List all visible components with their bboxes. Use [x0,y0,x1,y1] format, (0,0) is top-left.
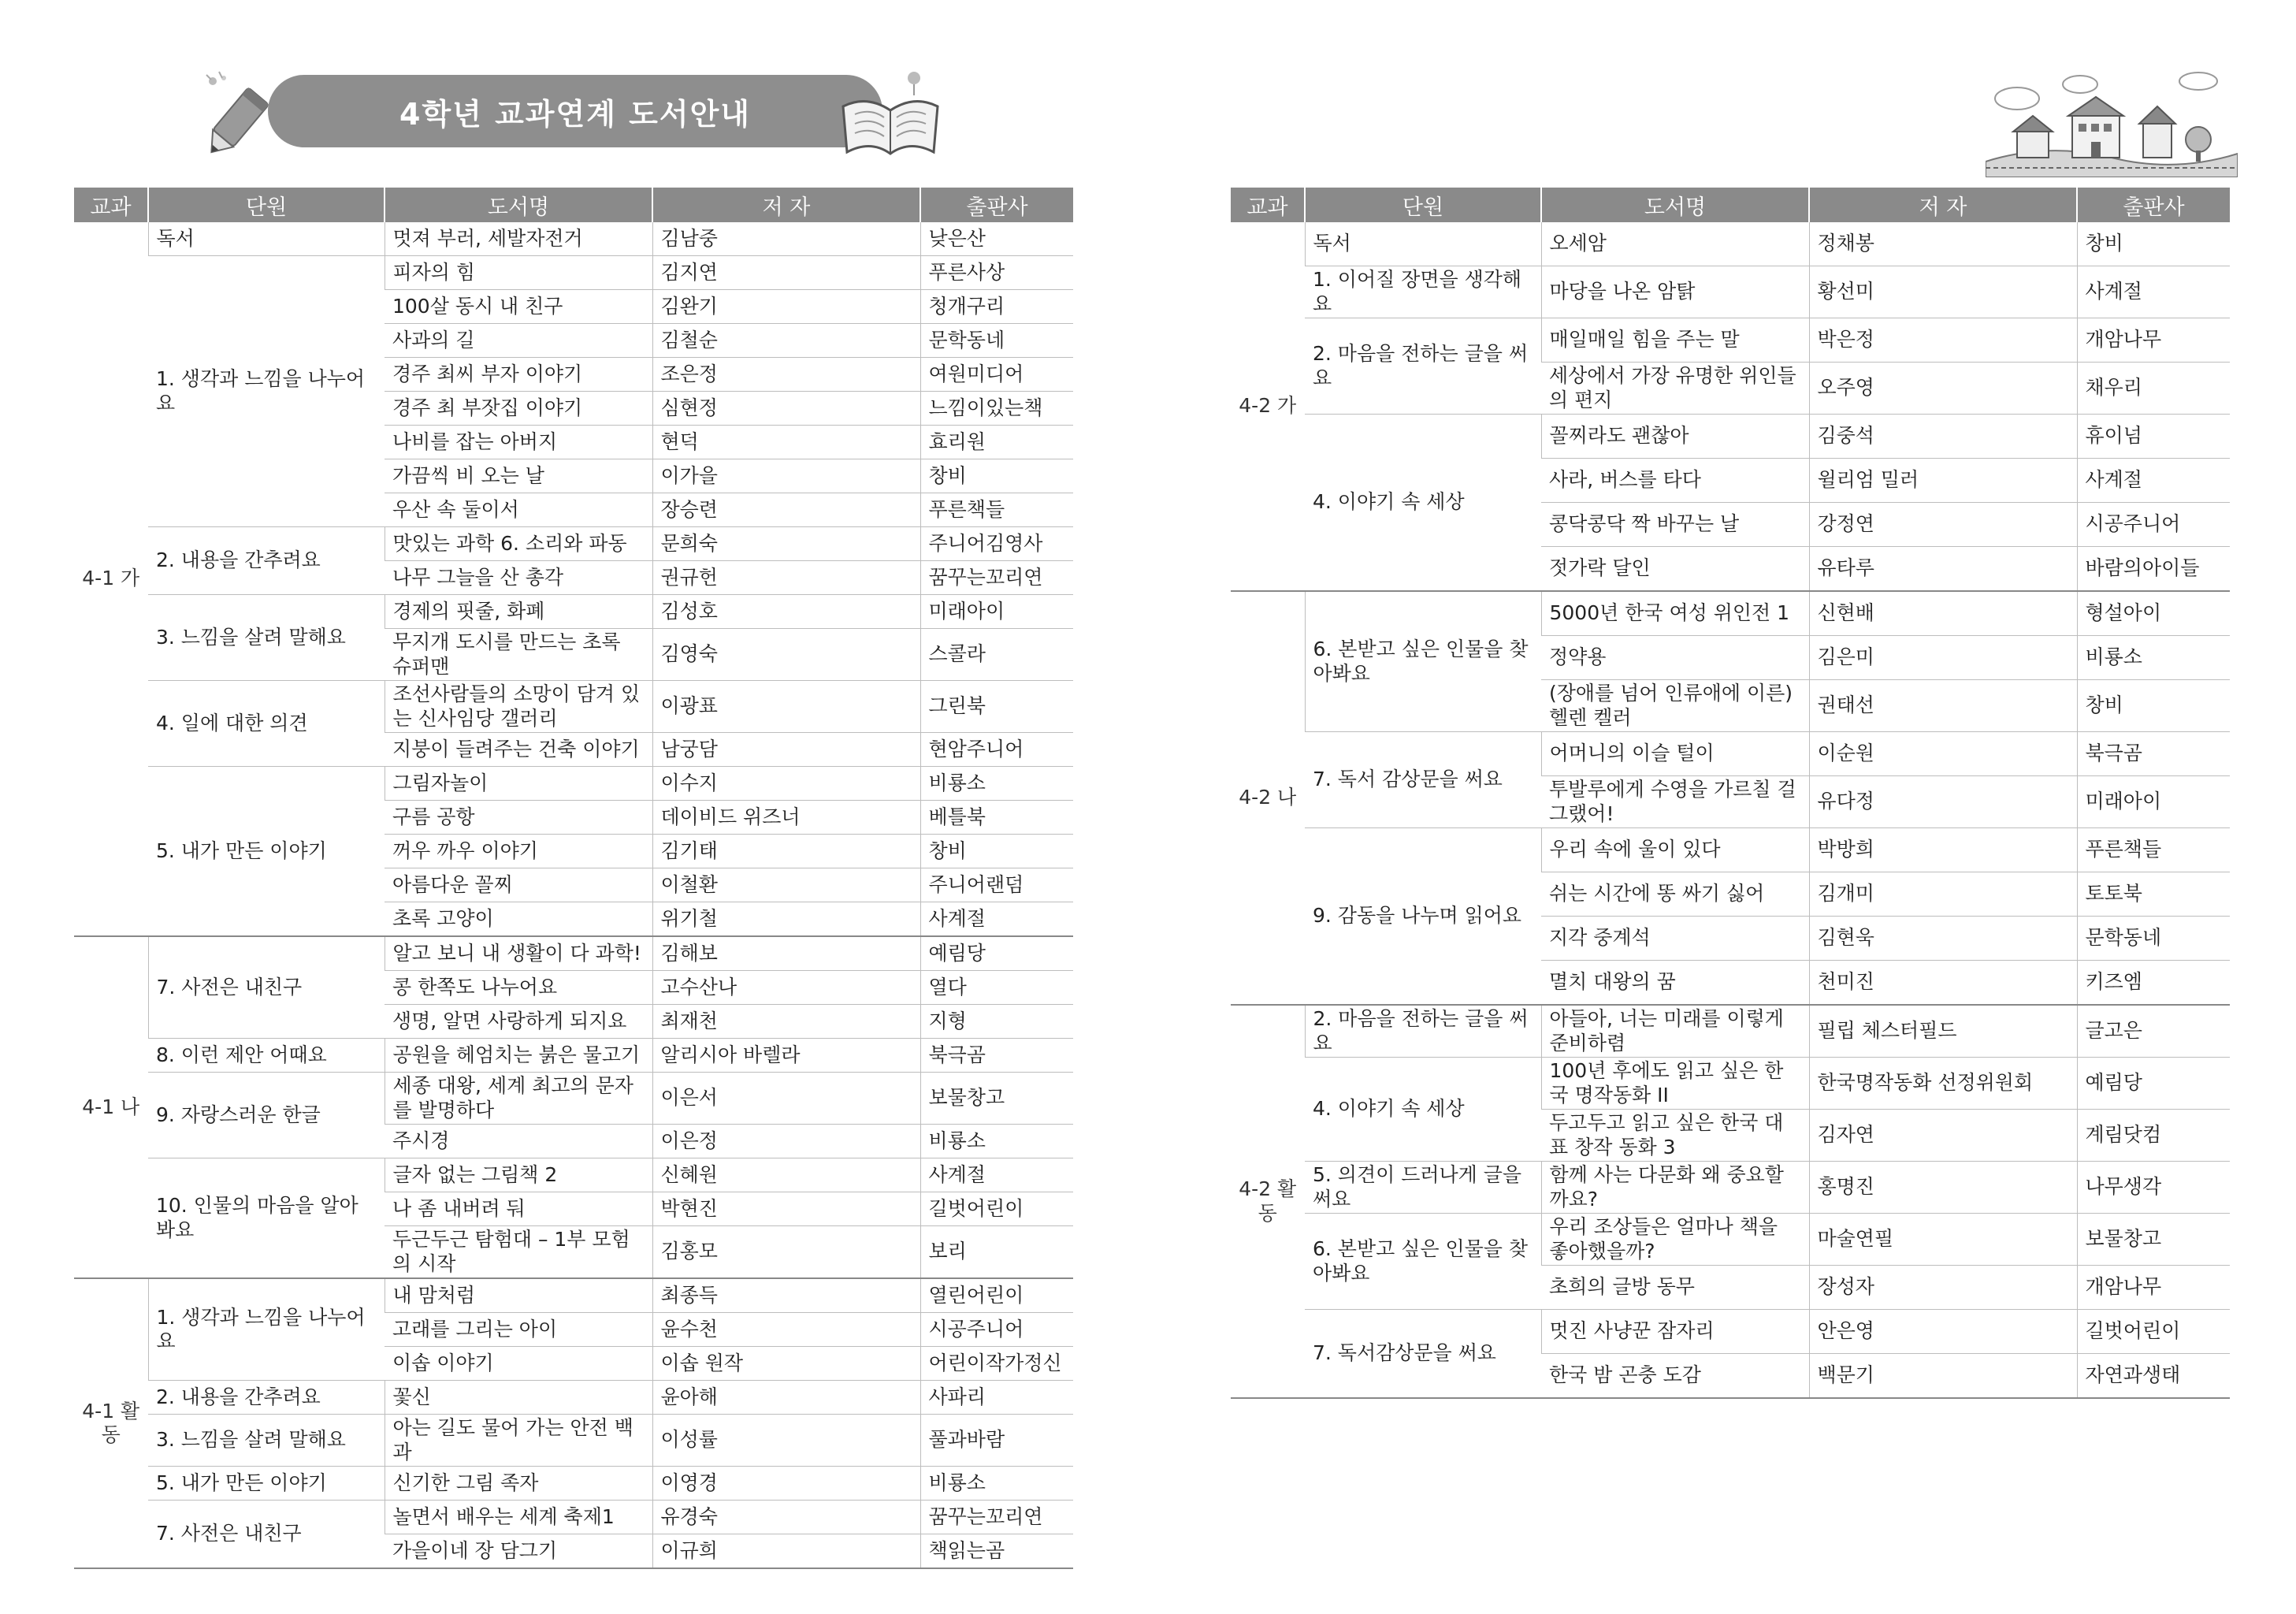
author-cell: 권태선 [1809,680,2077,732]
author-cell: 김남중 [652,222,920,256]
book-title-cell: 꺼우 까우 이야기 [385,835,652,868]
publisher-cell: 창비 [920,835,1073,868]
publisher-cell: 미래아이 [2077,776,2230,828]
author-cell: 이가을 [652,459,920,493]
book-title-cell: 경주 최씨 부자 이야기 [385,358,652,392]
publisher-cell: 스콜라 [920,629,1073,681]
table-row [74,1278,1073,1313]
author-cell: 김홍모 [652,1226,920,1279]
header-unit: 단원 [1305,188,1541,222]
book-title-cell: 마당을 나온 암탉 [1541,266,1809,318]
author-cell: 김해보 [652,936,920,971]
book-title-cell: 신기한 그림 족자 [385,1467,652,1501]
author-cell: 고수산나 [652,971,920,1005]
subject-cell: 4-1 가 [74,222,148,936]
author-cell: 이광표 [652,681,920,733]
author-cell: 김은미 [1809,636,2077,680]
table-row [1231,1005,2230,1058]
book-title-cell: 글자 없는 그림책 2 [385,1158,652,1192]
book-title-cell: 세상에서 가장 유명한 위인들의 편지 [1541,363,1809,415]
author-cell: 이은서 [652,1073,920,1125]
book-title-cell: 경주 최 부잣집 이야기 [385,392,652,426]
book-title-cell: 꽃신 [385,1381,652,1415]
publisher-cell: 비룡소 [920,767,1073,801]
book-title-cell: 우리 조상들은 얼마나 책을 좋아했을까? [1541,1214,1809,1266]
author-cell: 박은정 [1809,318,2077,363]
book-title-cell: 생명, 알면 사랑하게 되지요 [385,1005,652,1039]
book-title-cell: 100살 동시 내 친구 [385,290,652,324]
publisher-cell: 베틀북 [920,801,1073,835]
publisher-cell: 나무생각 [2077,1162,2230,1214]
book-title-cell: 고래를 그리는 아이 [385,1313,652,1347]
publisher-cell: 주니어김영사 [920,527,1073,561]
book-title-cell: 경제의 핏줄, 화폐 [385,595,652,629]
author-cell: 최종득 [652,1278,920,1313]
subject-cell: 4-2 활동 [1231,1005,1305,1398]
author-cell: 윤수천 [652,1313,920,1347]
unit-cell: 6. 본받고 싶은 인물을 찾아봐요 [1305,1214,1541,1310]
book-title-cell: 멋진 사냥꾼 잠자리 [1541,1310,1809,1354]
unit-cell: 7. 독서감상문을 써요 [1305,1310,1541,1399]
unit-cell: 2. 마음을 전하는 글을 써요 [1305,318,1541,415]
book-title-cell: 우산 속 둘이서 [385,493,652,527]
table-row [74,1467,1073,1501]
publisher-cell: 문학동네 [920,324,1073,358]
publisher-cell: 보물창고 [2077,1214,2230,1266]
publisher-cell: 비룡소 [920,1467,1073,1501]
author-cell: 김자연 [1809,1110,2077,1162]
book-title-cell: 콩닥콩닥 짝 바꾸는 날 [1541,503,1809,547]
author-cell: 오주영 [1809,363,2077,415]
author-cell: 이수지 [652,767,920,801]
author-cell: 유다정 [1809,776,2077,828]
publisher-cell: 꿈꾸는꼬리연 [920,1501,1073,1534]
publisher-cell: 열린어린이 [920,1278,1073,1313]
author-cell: 김중석 [1809,415,2077,459]
author-cell: 조은정 [652,358,920,392]
author-cell: 심현정 [652,392,920,426]
book-title-cell: 가을이네 장 담그기 [385,1534,652,1569]
book-title-cell: 멋져 부러, 세발자전거 [385,222,652,256]
unit-cell: 3. 느낌을 살려 말해요 [148,1415,385,1467]
author-cell: 최재천 [652,1005,920,1039]
book-title-cell: 투발루에게 수영을 가르칠 걸 그랬어! [1541,776,1809,828]
author-cell: 한국명작동화 선정위원회 [1809,1058,2077,1110]
book-title-cell: 쉬는 시간에 똥 싸기 싫어 [1541,872,1809,917]
table-row [1231,1214,2230,1266]
author-cell: 신혜원 [652,1158,920,1192]
unit-cell: 독서 [1305,222,1541,266]
author-cell: 김지연 [652,256,920,290]
unit-cell: 2. 내용을 간추려요 [148,527,385,595]
left-book-table [74,188,1073,1569]
unit-cell: 1. 생각과 느낌을 나누어요 [148,256,385,527]
book-title-cell: 피자의 힘 [385,256,652,290]
publisher-cell: 사계절 [920,902,1073,937]
publisher-cell: 창비 [920,459,1073,493]
table-header-row [74,188,1073,222]
book-title-cell: 가끔씩 비 오는 날 [385,459,652,493]
author-cell: 김개미 [1809,872,2077,917]
table-row [74,1415,1073,1467]
book-title-cell: 내 맘처럼 [385,1278,652,1313]
publisher-cell: 예림당 [2077,1058,2230,1110]
table-row [74,527,1073,561]
author-cell: 김성호 [652,595,920,629]
publisher-cell: 바람의아이들 [2077,547,2230,592]
book-title-cell: 세종 대왕, 세계 최고의 문자를 발명하다 [385,1073,652,1125]
author-cell: 현덕 [652,426,920,459]
unit-cell: 4. 이야기 속 세상 [1305,1058,1541,1162]
book-title-cell: 함께 사는 다문화 왜 중요할까요? [1541,1162,1809,1214]
book-title-cell: 아름다운 꼴찌 [385,868,652,902]
publisher-cell: 개암나무 [2077,318,2230,363]
book-title-cell: 사과의 길 [385,324,652,358]
unit-cell: 1. 이어질 장면을 생각해요 [1305,266,1541,318]
publisher-cell: 그린북 [920,681,1073,733]
publisher-cell: 낮은산 [920,222,1073,256]
unit-cell: 1. 생각과 느낌을 나누어요 [148,1278,385,1381]
page-title-banner [268,75,882,147]
publisher-cell: 시공주니어 [920,1313,1073,1347]
book-title-cell: 아들아, 너는 미래를 이렇게 준비하렴 [1541,1005,1809,1058]
table-row [1231,266,2230,318]
subject-cell: 4-1 나 [74,936,148,1278]
publisher-cell: 글고은 [2077,1005,2230,1058]
publisher-cell: 북극곰 [2077,732,2230,776]
publisher-cell: 풀과바람 [920,1415,1073,1467]
book-title-cell: 한국 밤 곤충 도감 [1541,1354,1809,1399]
author-cell: 권규헌 [652,561,920,595]
publisher-cell: 지형 [920,1005,1073,1039]
unit-cell: 4. 이야기 속 세상 [1305,415,1541,592]
table-row [74,1158,1073,1192]
subject-cell: 4-2 나 [1231,591,1305,1005]
table-row [74,767,1073,801]
book-title-cell: 오세암 [1541,222,1809,266]
book-title-cell: 초희의 글방 동무 [1541,1266,1809,1310]
author-cell: 유경숙 [652,1501,920,1534]
book-title-cell: 나비를 잡는 아버지 [385,426,652,459]
subject-cell: 4-2 가 [1231,222,1305,591]
book-title-cell: 꼴찌라도 괜찮아 [1541,415,1809,459]
book-title-cell: 5000년 한국 여성 위인전 1 [1541,591,1809,636]
publisher-cell: 열다 [920,971,1073,1005]
header-book-title: 도서명 [1541,188,1809,222]
author-cell: 김현욱 [1809,917,2077,961]
book-title-cell: 그림자놀이 [385,767,652,801]
author-cell: 알리시아 바렐라 [652,1039,920,1073]
author-cell: 이규희 [652,1534,920,1569]
table-row [74,1501,1073,1534]
publisher-cell: 창비 [2077,680,2230,732]
unit-cell: 독서 [148,222,385,256]
table-row [74,222,1073,256]
header-author: 저 자 [1809,188,2077,222]
author-cell: 문희숙 [652,527,920,561]
unit-cell: 8. 이런 제안 어때요 [148,1039,385,1073]
unit-cell: 4. 일에 대한 의견 [148,681,385,767]
header-publisher: 출판사 [920,188,1073,222]
publisher-cell: 보리 [920,1226,1073,1279]
table-row [1231,591,2230,636]
author-cell: 이솝 원작 [652,1347,920,1381]
unit-cell: 9. 자랑스러운 한글 [148,1073,385,1158]
publisher-cell: 사계절 [2077,459,2230,503]
author-cell: 황선미 [1809,266,2077,318]
book-title-cell: 이솝 이야기 [385,1347,652,1381]
publisher-cell: 푸른사상 [920,256,1073,290]
publisher-cell: 현암주니어 [920,733,1073,767]
book-title-cell: 조선사람들의 소망이 담겨 있는 신사임당 갤러리 [385,681,652,733]
table-row [74,256,1073,290]
village-illustration [1986,67,2238,177]
publisher-cell: 키즈엠 [2077,961,2230,1006]
book-title-cell: 구름 공항 [385,801,652,835]
unit-cell: 2. 내용을 간추려요 [148,1381,385,1415]
author-cell: 장승련 [652,493,920,527]
book-title-cell: 초록 고양이 [385,902,652,937]
author-cell: 강정연 [1809,503,2077,547]
book-title-cell: 정약용 [1541,636,1809,680]
table-row [74,1039,1073,1073]
author-cell: 천미진 [1809,961,2077,1006]
unit-cell: 7. 독서 감상문을 써요 [1305,732,1541,828]
table-row [74,936,1073,971]
unit-cell: 5. 의견이 드러나게 글을 써요 [1305,1162,1541,1214]
author-cell: 이순원 [1809,732,2077,776]
book-title-cell: 매일매일 힘을 주는 말 [1541,318,1809,363]
subject-cell: 4-1 활동 [74,1278,148,1568]
publisher-cell: 사파리 [920,1381,1073,1415]
book-title-cell: 사라, 버스를 타다 [1541,459,1809,503]
publisher-cell: 보물창고 [920,1073,1073,1125]
unit-cell: 10. 인물의 마음을 알아봐요 [148,1158,385,1279]
book-title-cell: 우리 속에 울이 있다 [1541,828,1809,872]
publisher-cell: 꿈꾸는꼬리연 [920,561,1073,595]
unit-cell: 3. 느낌을 살려 말해요 [148,595,385,681]
author-cell: 김완기 [652,290,920,324]
publisher-cell: 토토북 [2077,872,2230,917]
header-book-title: 도서명 [385,188,652,222]
book-title-cell: 어머니의 이슬 털이 [1541,732,1809,776]
table-row [1231,1162,2230,1214]
right-table-body [1231,222,2230,1398]
book-title-cell: 100년 후에도 읽고 싶은 한국 명작동화 II [1541,1058,1809,1110]
book-title-cell: 두근두근 탐험대 – 1부 모험의 시작 [385,1226,652,1279]
book-title-cell: 지각 중계석 [1541,917,1809,961]
publisher-cell: 여원미디어 [920,358,1073,392]
author-cell: 홍명진 [1809,1162,2077,1214]
author-cell: 안은영 [1809,1310,2077,1354]
unit-cell: 9. 감동을 나누며 읽어요 [1305,828,1541,1006]
book-title-cell: 주시경 [385,1125,652,1158]
book-title-cell: 무지개 도시를 만드는 초록 슈퍼맨 [385,629,652,681]
table-row [1231,732,2230,776]
author-cell: 김기태 [652,835,920,868]
right-book-table [1231,188,2230,1399]
author-cell: 데이비드 위즈너 [652,801,920,835]
author-cell: 정채봉 [1809,222,2077,266]
unit-cell: 5. 내가 만든 이야기 [148,1467,385,1501]
book-title-cell: 지붕이 들려주는 건축 이야기 [385,733,652,767]
book-title-cell: 놀면서 배우는 세계 축제1 [385,1501,652,1534]
table-row [74,1381,1073,1415]
book-title-cell: 두고두고 읽고 싶은 한국 대표 창작 동화 3 [1541,1110,1809,1162]
author-cell: 윌리엄 밀러 [1809,459,2077,503]
author-cell: 박방희 [1809,828,2077,872]
table-row [74,1073,1073,1125]
author-cell: 유타루 [1809,547,2077,592]
book-title-cell: 콩 한쪽도 나누어요 [385,971,652,1005]
book-title-cell: 나무 그늘을 산 총각 [385,561,652,595]
unit-cell: 2. 마음을 전하는 글을 써요 [1305,1005,1541,1058]
publisher-cell: 문학동네 [2077,917,2230,961]
unit-cell: 7. 사전은 내친구 [148,936,385,1039]
publisher-cell: 형설아이 [2077,591,2230,636]
unit-cell: 7. 사전은 내친구 [148,1501,385,1569]
header-unit: 단원 [148,188,385,222]
author-cell: 필립 체스터필드 [1809,1005,2077,1058]
header-author: 저 자 [652,188,920,222]
header-subject: 교과 [74,188,148,222]
publisher-cell: 비룡소 [920,1125,1073,1158]
unit-cell: 6. 본받고 싶은 인물을 찾아봐요 [1305,591,1541,732]
publisher-cell: 책읽는곰 [920,1534,1073,1569]
table-row [1231,415,2230,459]
author-cell: 이은정 [652,1125,920,1158]
author-cell: 이철환 [652,868,920,902]
author-cell: 마술연필 [1809,1214,2077,1266]
book-title-cell: 아는 길도 물어 가는 안전 백과 [385,1415,652,1467]
book-title-cell: 멸치 대왕의 꿈 [1541,961,1809,1006]
publisher-cell: 채우리 [2077,363,2230,415]
book-title-cell: 공원을 헤엄치는 붉은 물고기 [385,1039,652,1073]
book-title-cell: 나 좀 내버려 둬 [385,1192,652,1226]
publisher-cell: 예림당 [920,936,1073,971]
table-row [74,595,1073,629]
book-title-cell: (장애를 넘어 인류애에 이른) 헬렌 켈러 [1541,680,1809,732]
table-row [1231,1310,2230,1354]
table-row [1231,1058,2230,1110]
author-cell: 박현진 [652,1192,920,1226]
publisher-cell: 길벗어린이 [920,1192,1073,1226]
author-cell: 김영숙 [652,629,920,681]
publisher-cell: 미래아이 [920,595,1073,629]
publisher-cell: 효리원 [920,426,1073,459]
book-title-cell: 맛있는 과학 6. 소리와 파동 [385,527,652,561]
table-row [74,681,1073,733]
table-row [1231,222,2230,266]
author-cell: 장성자 [1809,1266,2077,1310]
author-cell: 이성률 [652,1415,920,1467]
publisher-cell: 길벗어린이 [2077,1310,2230,1354]
author-cell: 백문기 [1809,1354,2077,1399]
publisher-cell: 개암나무 [2077,1266,2230,1310]
publisher-cell: 계림닷컴 [2077,1110,2230,1162]
publisher-cell: 느낌이있는책 [920,392,1073,426]
table-header-row [1231,188,2230,222]
publisher-cell: 비룡소 [2077,636,2230,680]
page-title: 4학년 교과연계 도서안내 [399,96,751,132]
header-subject: 교과 [1231,188,1305,222]
publisher-cell: 청개구리 [920,290,1073,324]
publisher-cell: 사계절 [920,1158,1073,1192]
publisher-cell: 사계절 [2077,266,2230,318]
publisher-cell: 푸른책들 [920,493,1073,527]
table-row [1231,318,2230,363]
unit-cell: 5. 내가 만든 이야기 [148,767,385,937]
publisher-cell: 시공주니어 [2077,503,2230,547]
author-cell: 김철순 [652,324,920,358]
book-title-cell: 알고 보니 내 생활이 다 과학! [385,936,652,971]
author-cell: 신현배 [1809,591,2077,636]
book-title-cell: 젓가락 달인 [1541,547,1809,592]
header-publisher: 출판사 [2077,188,2230,222]
publisher-cell: 어린이작가정신 [920,1347,1073,1381]
publisher-cell: 푸른책들 [2077,828,2230,872]
author-cell: 남궁담 [652,733,920,767]
open-book-icon [835,67,946,162]
author-cell: 이영경 [652,1467,920,1501]
publisher-cell: 휴이넘 [2077,415,2230,459]
table-row [1231,828,2230,872]
publisher-cell: 북극곰 [920,1039,1073,1073]
left-table-body [74,222,1073,1568]
publisher-cell: 창비 [2077,222,2230,266]
publisher-cell: 자연과생태 [2077,1354,2230,1399]
publisher-cell: 주니어랜덤 [920,868,1073,902]
author-cell: 위기철 [652,902,920,937]
author-cell: 윤아해 [652,1381,920,1415]
